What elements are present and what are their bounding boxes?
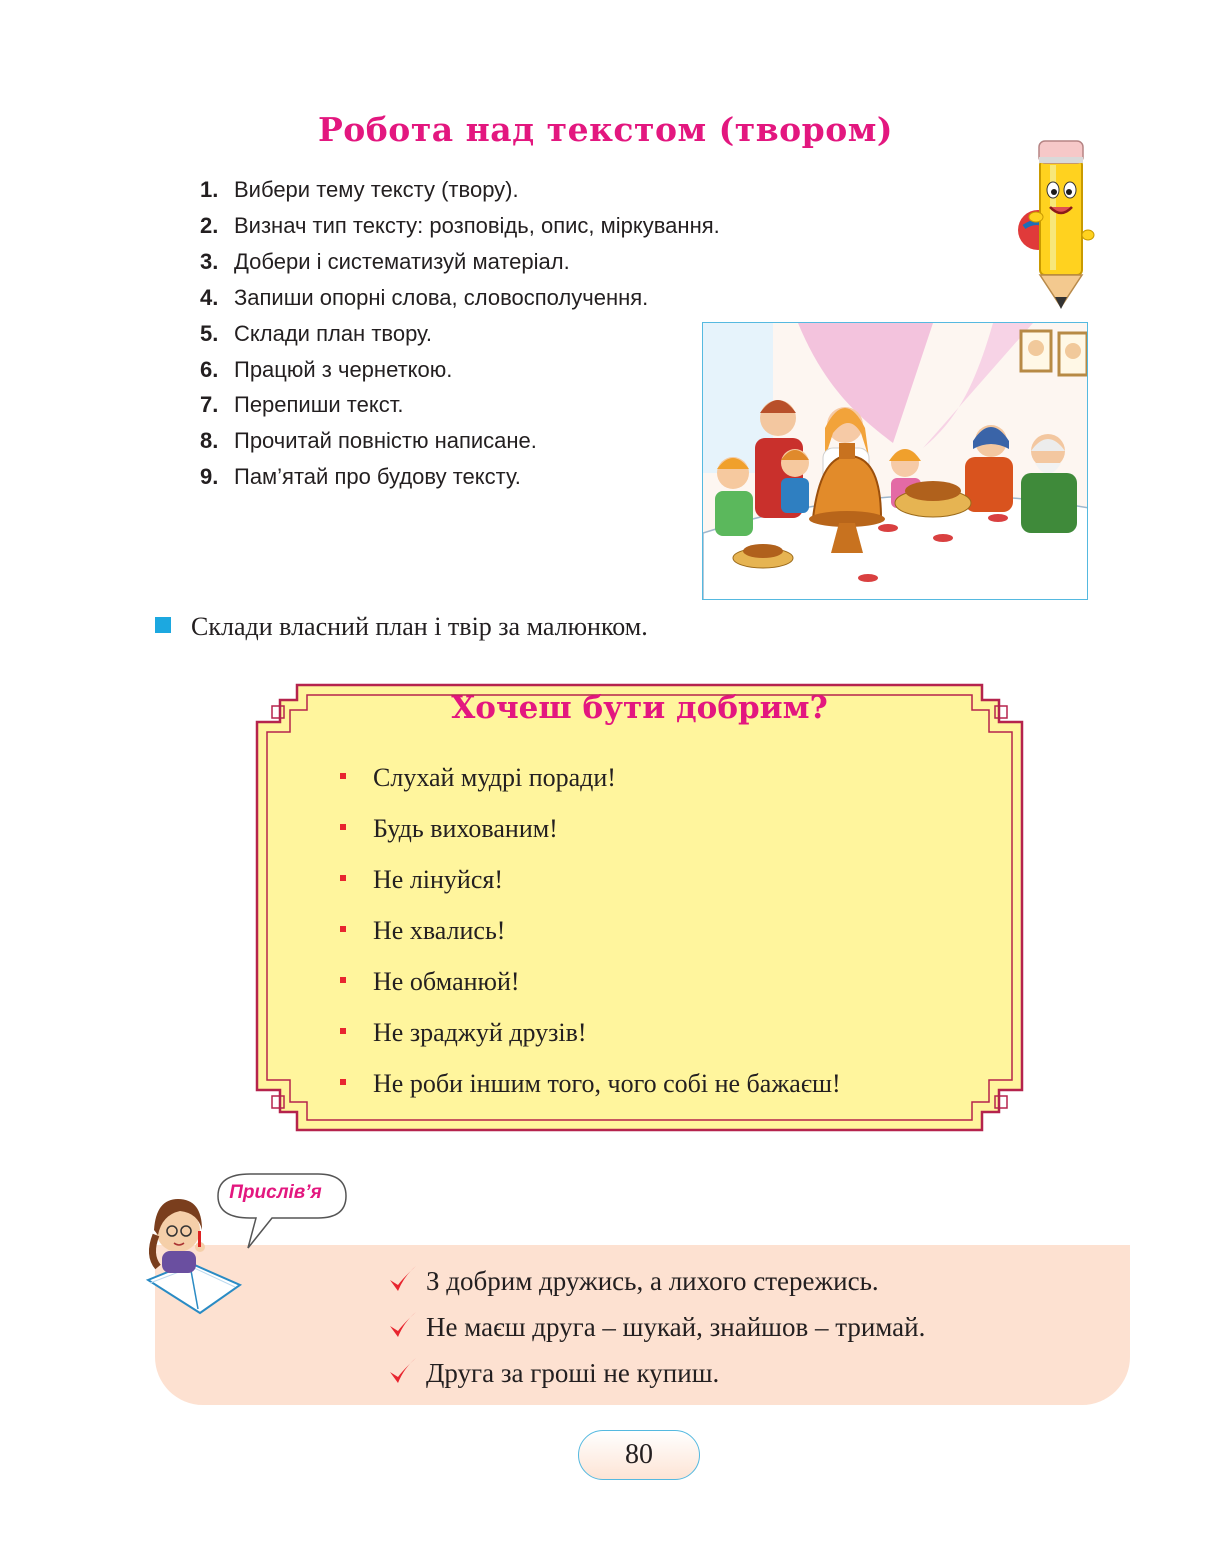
step-text: Прочитай повністю написане. (234, 428, 537, 454)
list-item (200, 352, 720, 388)
bullet-icon (340, 824, 346, 830)
step-text: Перепиши текст. (234, 392, 404, 418)
square-marker-icon (155, 617, 171, 633)
step-number: 6. (200, 356, 219, 382)
proverb-text: Друга за гроші не купиш. (426, 1358, 720, 1388)
checkmark-icon (388, 1310, 418, 1342)
step-number: 8. (200, 428, 219, 454)
proverbs-list (388, 1258, 925, 1396)
step-number: 5. (200, 320, 219, 346)
rule-text: Не обманюй! (373, 967, 520, 996)
step-number: 9. (200, 464, 219, 490)
list-item (200, 172, 720, 208)
pencil-mascot-icon (1010, 135, 1105, 315)
list-item (340, 803, 841, 854)
step-number: 3. (200, 248, 219, 274)
rule-text: Не лінуйся! (373, 865, 503, 894)
proverb-text: З добрим дружись, а лихого стережись. (426, 1266, 879, 1296)
step-text: Добери і систематизуй матеріал. (234, 248, 570, 274)
step-text: Працюй з чернеткою. (234, 356, 453, 382)
checkmark-icon (388, 1356, 418, 1388)
page-number: 80 (578, 1430, 700, 1480)
list-item (340, 752, 841, 803)
list-item (388, 1304, 925, 1350)
task-text: Склади власний план і твір за малюнком. (191, 612, 648, 641)
task-instruction (155, 612, 648, 642)
steps-list (200, 172, 720, 495)
girl-reading-icon (140, 1185, 245, 1315)
bullet-icon (340, 926, 346, 932)
step-text: Вибери тему тексту (твору). (234, 177, 519, 202)
list-item (340, 1007, 841, 1058)
bullet-icon (340, 1028, 346, 1034)
list-item (340, 905, 841, 956)
rule-text: Слухай мудрі поради! (373, 763, 616, 792)
list-item (340, 956, 841, 1007)
bullet-icon (340, 1079, 346, 1085)
step-text: Пам’ятай про будову тексту. (234, 464, 521, 490)
family-tea-illustration (702, 322, 1088, 600)
rule-text: Не хвались! (373, 916, 506, 945)
list-item (200, 208, 720, 244)
proverbs-label: Прислів’я (229, 1182, 322, 1203)
list-item (340, 1058, 841, 1109)
rule-text: Не роби іншим того, чого собі не бажаєш! (373, 1069, 841, 1098)
step-number: 7. (200, 392, 219, 418)
kindness-rules-list (340, 752, 841, 1109)
list-item (200, 423, 720, 459)
step-number: 4. (200, 284, 219, 310)
bullet-icon (340, 875, 346, 881)
list-item (388, 1258, 925, 1304)
bullet-icon (340, 977, 346, 983)
list-item (200, 280, 720, 316)
rule-text: Не зраджуй друзів! (373, 1018, 587, 1047)
kindness-title: Хочеш бути добрим? (451, 690, 828, 726)
step-number: 2. (200, 212, 219, 238)
step-number: 1. (200, 177, 219, 202)
bullet-icon (340, 773, 346, 779)
rule-text: Будь вихованим! (373, 814, 558, 843)
list-item (200, 459, 720, 495)
list-item (340, 854, 841, 905)
page-title: Робота над текстом (твором) (317, 110, 894, 149)
step-text: Запиши опорні слова, словосполучення. (234, 284, 649, 310)
list-item (200, 387, 720, 423)
step-text: Визнач тип тексту: розповідь, опис, міркування. (234, 212, 720, 238)
proverb-text: Не маєш друга – шукай, знайшов – тримай. (426, 1312, 926, 1342)
step-text: Склади план твору. (234, 320, 432, 346)
checkmark-icon (388, 1264, 418, 1296)
list-item (200, 244, 720, 280)
list-item (200, 316, 720, 352)
list-item (388, 1350, 925, 1396)
